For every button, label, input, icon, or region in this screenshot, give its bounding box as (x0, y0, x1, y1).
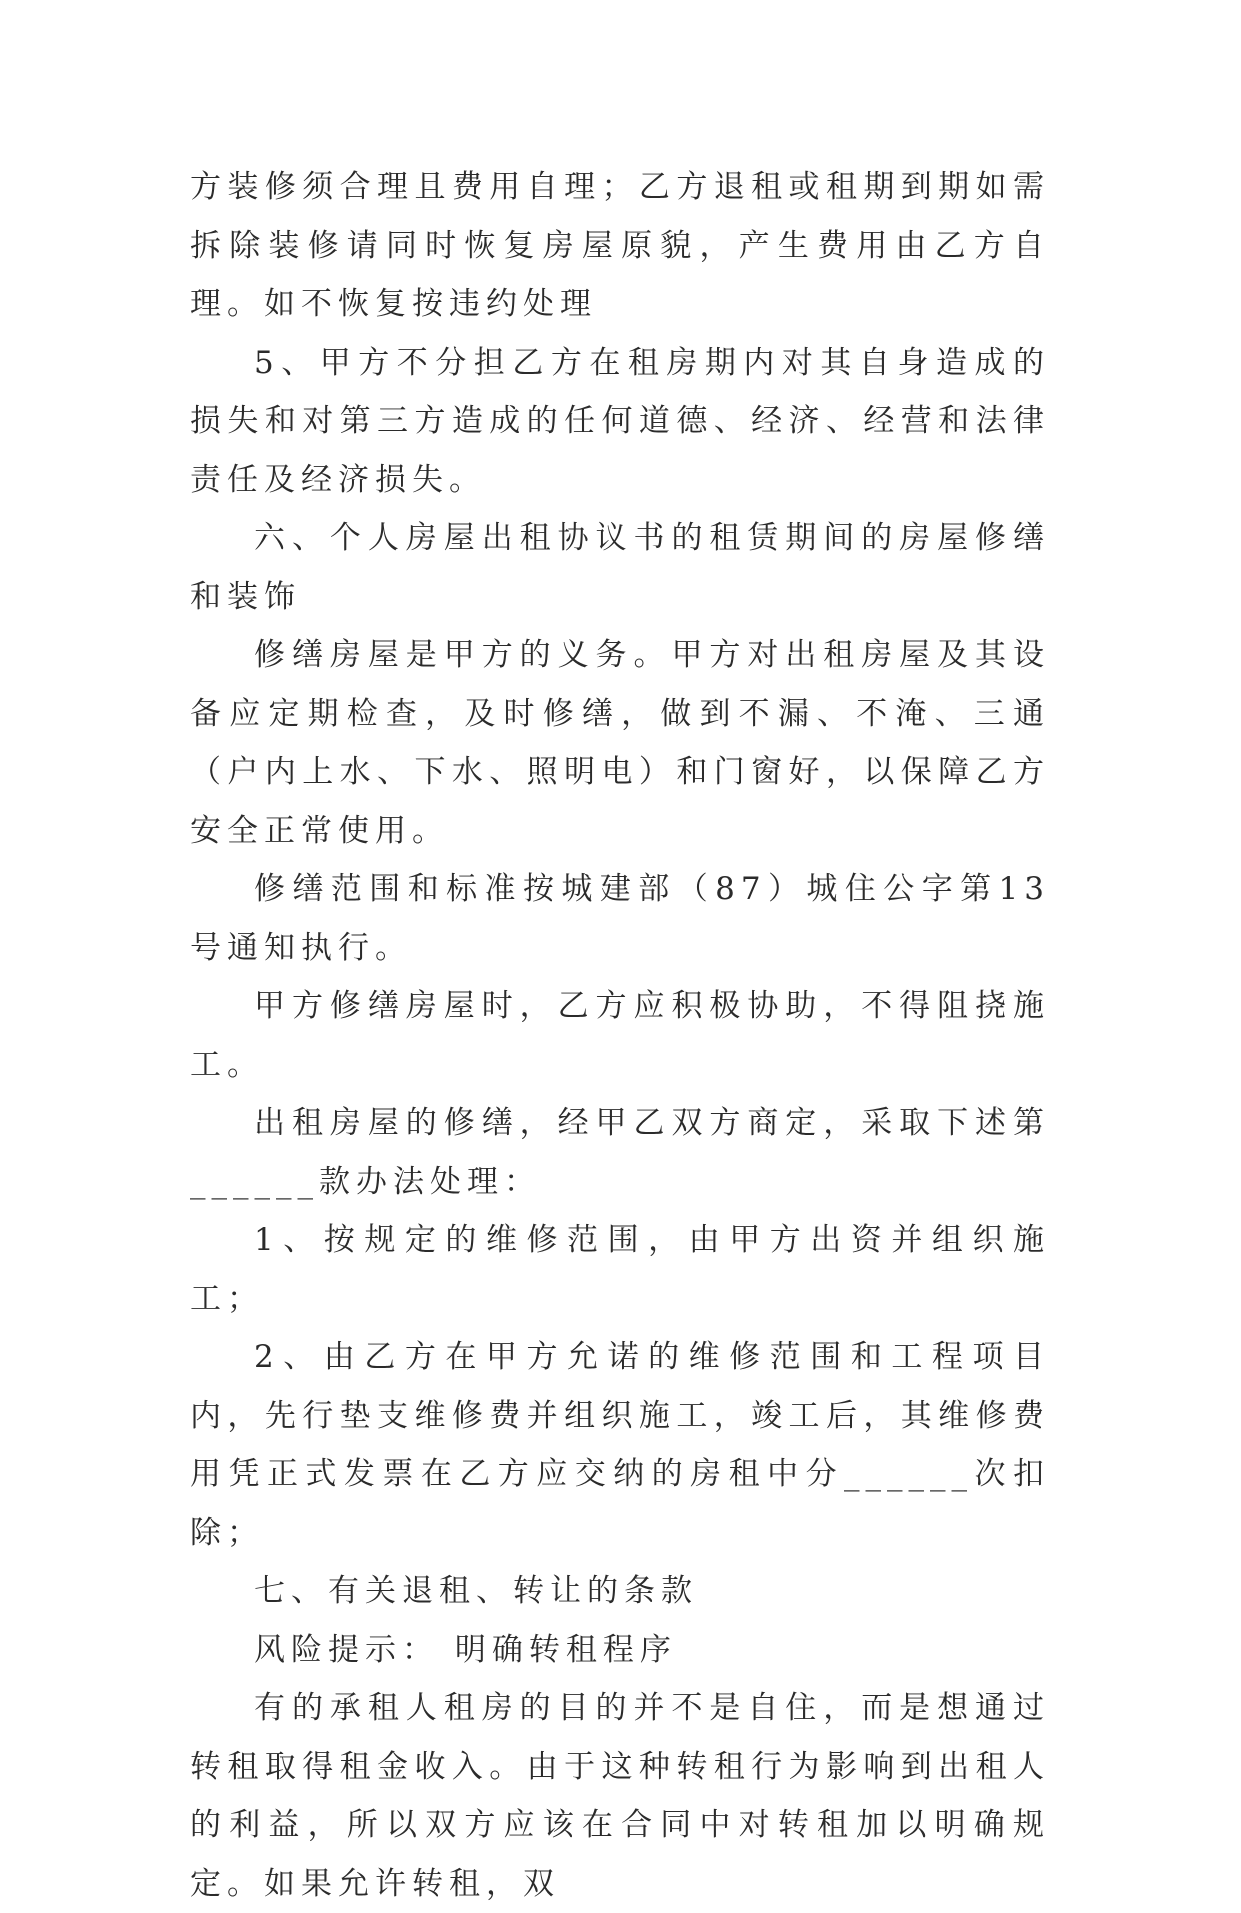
paragraph-option-2: 2、由乙方在甲方允诺的维修范围和工程项目内，先行垫支维修费并组织施工，竣工后，其维修费用凭正式发票在乙方应交纳的房租中分______次扣除； (190, 1339, 1050, 1551)
paragraph-tenant-cooperation: 甲方修缮房屋时，乙方应积极协助，不得阻挠施工。 (190, 988, 1050, 1083)
section-heading-6: 六、个人房屋出租协议书的租赁期间的房屋修缮和装饰 (190, 520, 1050, 615)
paragraph-renovation-continued: 方装修须合理且费用自理；乙方退租或租期到期如需拆除装修请同时恢复房屋原貌，产生费用由乙方自理。如不恢复按违约处理 (190, 169, 1050, 322)
paragraph-clause-5: 5、甲方不分担乙方在租房期内对其自身造成的损失和对第三方造成的任何道德、经济、经营和法律责任及经济损失。 (190, 344, 1050, 498)
section-heading-7: 七、有关退租、转让的条款 (254, 1573, 698, 1609)
paragraph-repair-method: 出租房屋的修缮，经甲乙双方商定，采取下述第______款办法处理： (190, 1105, 1050, 1200)
paragraph-repair-scope: 修缮范围和标准按城建部（87）城住公字第13号通知执行。 (190, 871, 1050, 966)
paragraph-option-1: 1、按规定的维修范围，由甲方出资并组织施工； (190, 1222, 1050, 1317)
paragraph-sublease: 有的承租人租房的目的并不是自住，而是想通过转租取得租金收入。由于这种转租行为影响到出租人的利益，所以双方应该在合同中对转租加以明确规定。如果允许转租，双 (190, 1690, 1050, 1902)
document-body (190, 158, 1050, 1913)
paragraph-repair-duty: 修缮房屋是甲方的义务。甲方对出租房屋及其设备应定期检查，及时修缮，做到不漏、不淹、三通（户内上水、下水、照明电）和门窗好，以保障乙方安全正常使用。 (190, 637, 1050, 849)
risk-tip: 风险提示： 明确转租程序 (254, 1631, 677, 1668)
